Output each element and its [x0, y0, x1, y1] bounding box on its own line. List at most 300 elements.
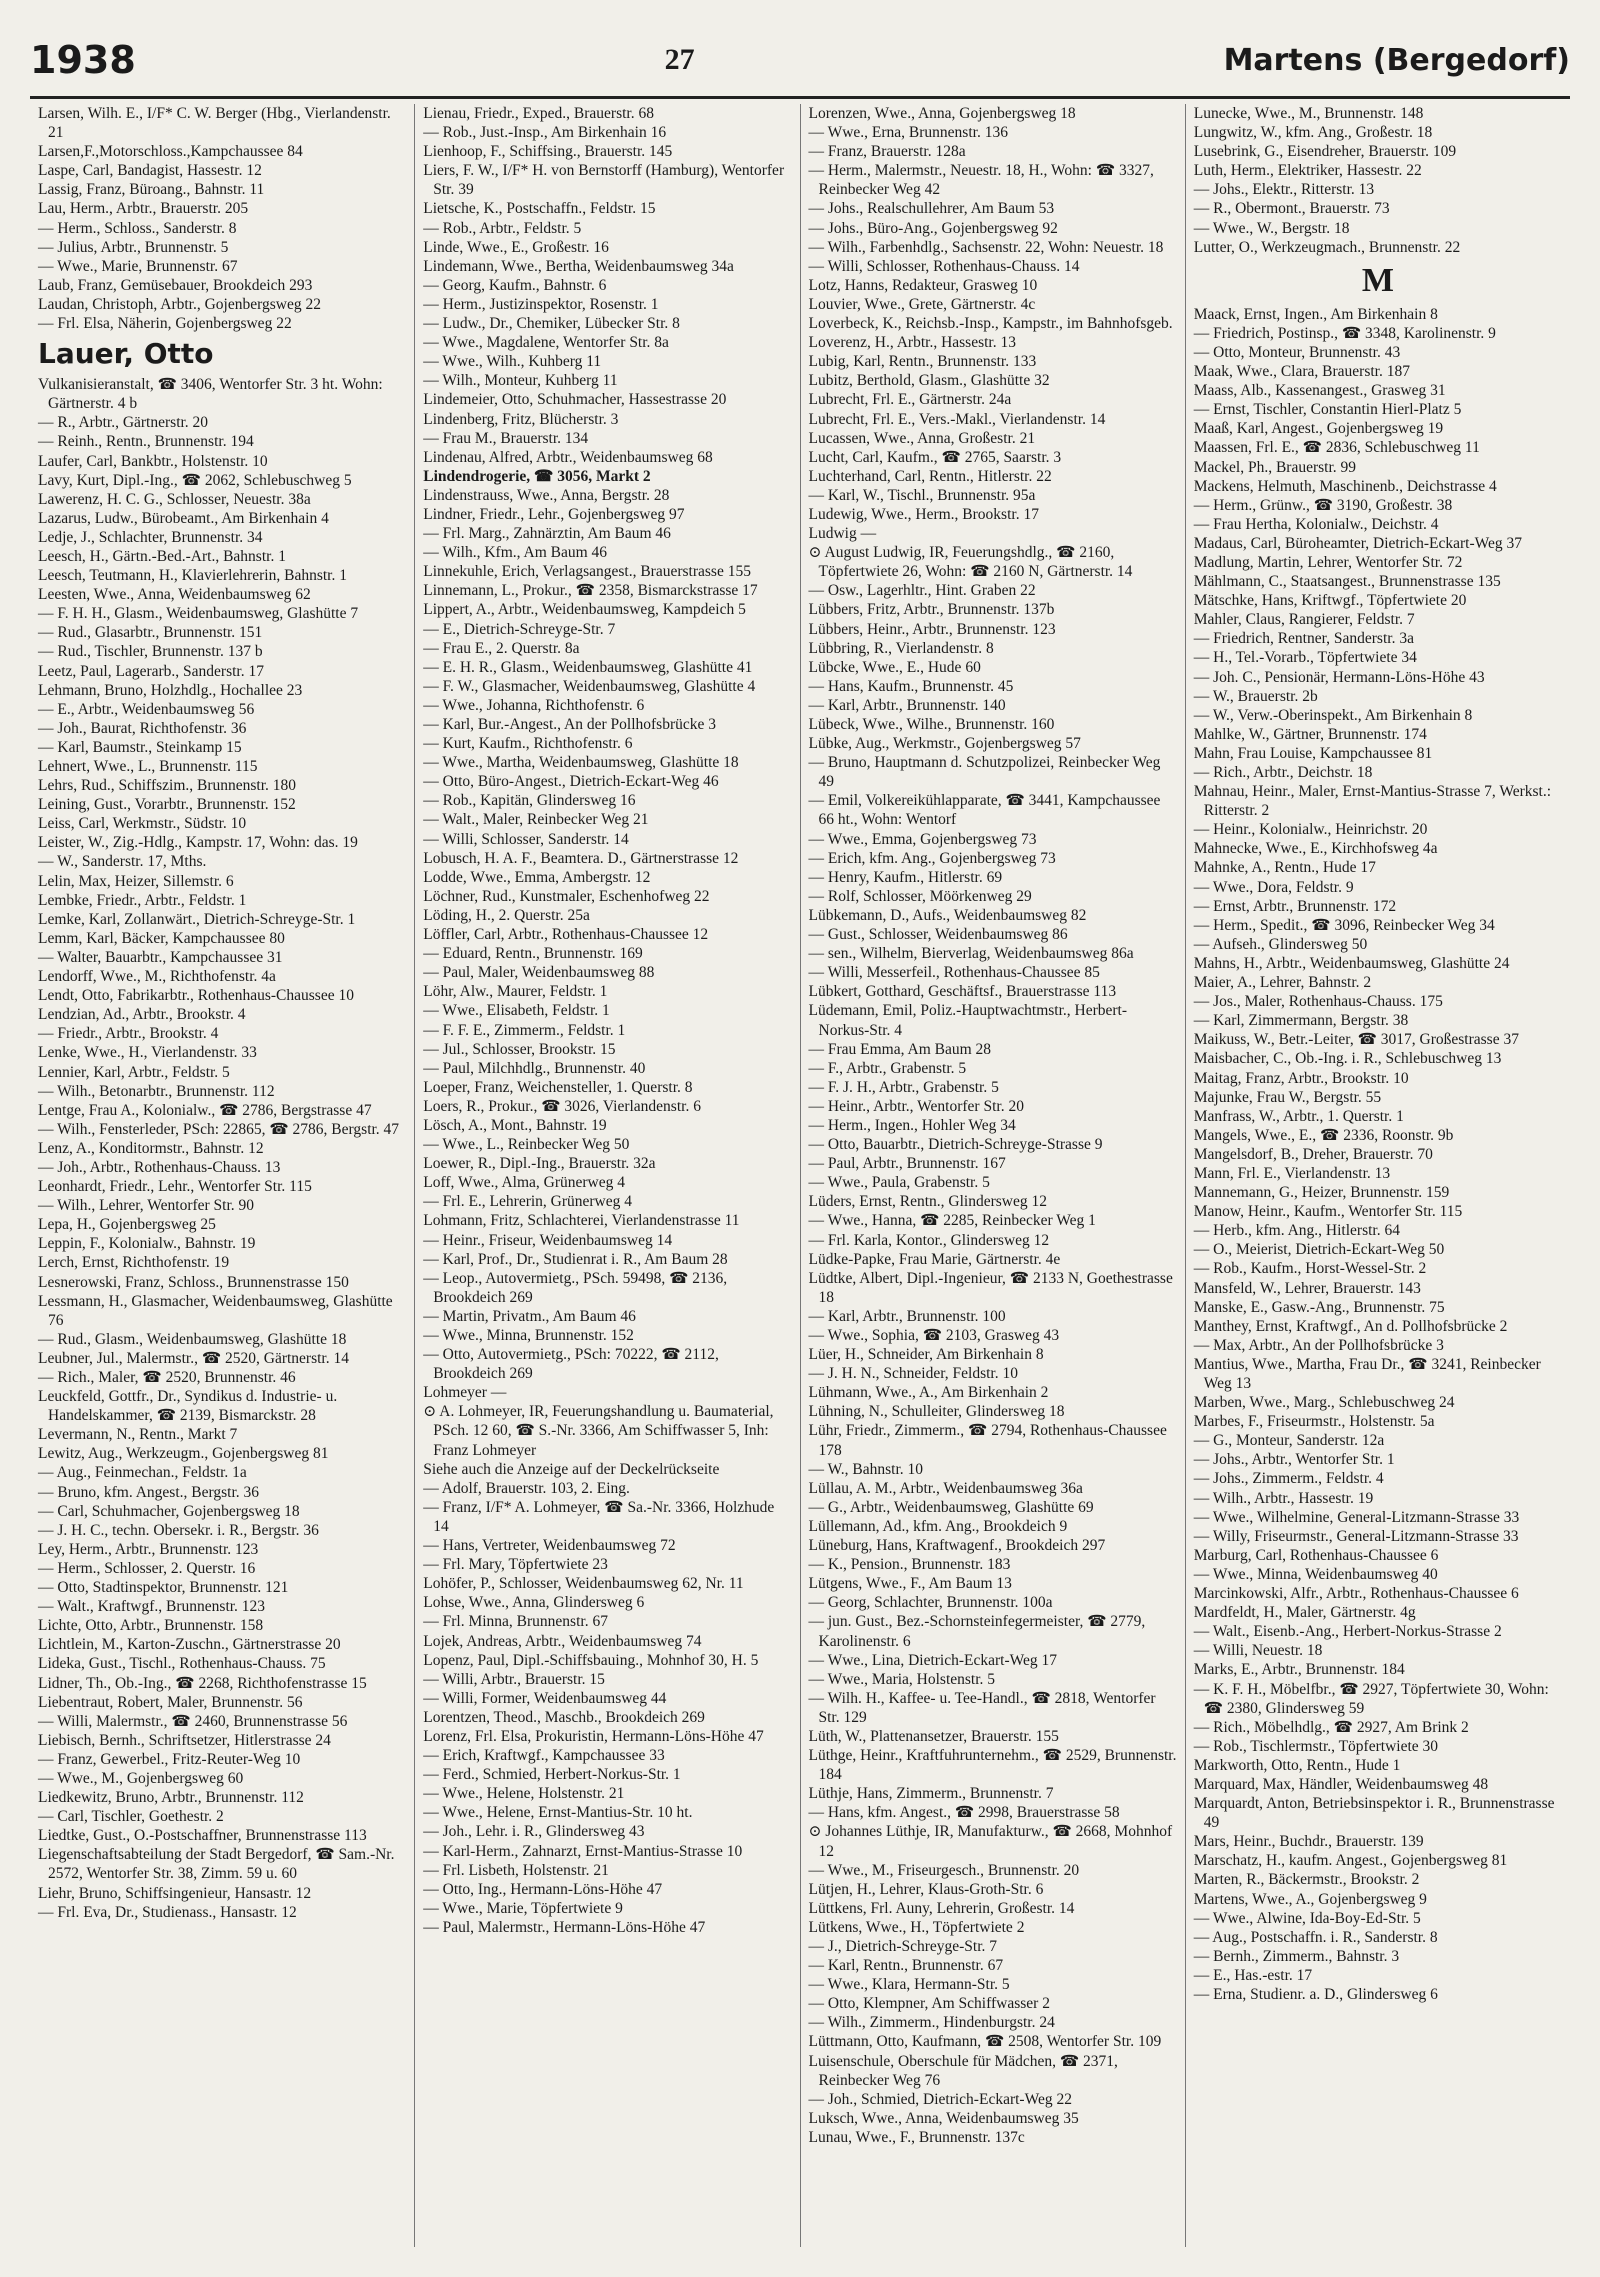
directory-entry: Lideka, Gust., Tischl., Rothenhaus-Chauss. 75 [38, 1655, 326, 1673]
directory-column-1 [30, 104, 415, 2247]
directory-entry: Leesch, H., Gärtn.-Bed.-Art., Bahnstr. 1 [38, 547, 286, 565]
directory-entry: Lopenz, Paul, Dipl.-Schiffsbauing., Mohnhof 30, H. 5 [423, 1651, 759, 1669]
directory-entry: — Carl, Schuhmacher, Gojenbergsweg 18 [38, 1502, 300, 1520]
directory-entry: Lübkert, Gotthard, Geschäftsf., Brauerstrasse 113 [808, 983, 1117, 1001]
directory-entry: — Erich, Kraftwgf., Kampchaussee 33 [423, 1747, 665, 1765]
directory-entry: Liegenschaftsabteilung der Stadt Bergedorf, ☎ Sam.-Nr. 2572, Wentorfer Str. 38, Zimm. 59 u. 60 [38, 1846, 395, 1883]
directory-entry: Lindenstrauss, Wwe., Anna, Bergstr. 28 [423, 486, 670, 504]
directory-entry: Lucassen, Wwe., Anna, Großestr. 21 [808, 429, 1036, 447]
directory-entry: Lindemeier, Otto, Schuhmacher, Hassestrasse 20 [423, 391, 727, 409]
directory-column-2 [415, 104, 800, 2247]
directory-entry: Maitag, Franz, Arbtr., Brookstr. 10 [1193, 1069, 1409, 1087]
directory-entry: — Rob., Kapitän, Glindersweg 16 [423, 792, 636, 810]
directory-entry: Lütkens, Wwe., H., Töpfertwiete 2 [808, 1918, 1025, 1936]
directory-entry: Maisbacher, C., Ob.-Ing. i. R., Schlebuschweg 13 [1193, 1050, 1502, 1068]
directory-entry: — Frl. Lisbeth, Holstenstr. 21 [423, 1861, 609, 1879]
directory-entry: Lubrecht, Frl. E., Vers.-Makl., Vierlandenstr. 14 [808, 410, 1106, 428]
directory-entry: Lüllau, A. M., Arbtr., Weidenbaumsweg 36a [808, 1479, 1083, 1497]
directory-entry: Lüneburg, Hans, Kraftwagenf., Brookdeich 297 [808, 1537, 1106, 1555]
directory-entry: — Wilh., Kfm., Am Baum 46 [423, 544, 608, 562]
directory-entry: — Wwe., Hanna, ☎ 2285, Reinbecker Weg 1 [808, 1212, 1096, 1230]
directory-entry: Lindner, Friedr., Lehr., Gojenbergsweg 97 [423, 505, 685, 523]
directory-entry: — Joh., Arbtr., Rothenhaus-Chauss. 13 [38, 1158, 281, 1176]
directory-entry: — E., Has.-estr. 17 [1193, 1966, 1313, 1984]
directory-entry: Lüthje, Hans, Zimmerm., Brunnenstr. 7 [808, 1785, 1054, 1803]
directory-entry: — K. F. H., Möbelfbr., ☎ 2927, Töpfertwiete 30, Wohn: ☎ 2380, Glindersweg 59 [1193, 1680, 1549, 1717]
directory-entry: Lemke, Karl, Zollanwärt., Dietrich-Schreyge-Str. 1 [38, 910, 356, 928]
directory-entry: — Rud., Tischler, Brunnenstr. 137 b [38, 643, 263, 661]
directory-entry: — Max, Arbtr., An der Pollhofsbrücke 3 [1193, 1336, 1444, 1354]
directory-entry: Lüdke-Papke, Frau Marie, Gärtnerstr. 4e [808, 1250, 1061, 1268]
directory-entry: — Paul, Maler, Weidenbaumsweg 88 [423, 964, 655, 982]
directory-entry: Lotz, Hanns, Redakteur, Grasweg 10 [808, 276, 1038, 294]
directory-entry: — Wwe., Minna, Weidenbaumsweg 40 [1193, 1565, 1438, 1583]
directory-entry: Liedtke, Gust., O.-Postschaffner, Brunnenstrasse 113 [38, 1827, 367, 1845]
directory-entry: — Osw., Lagerhltr., Hint. Graben 22 [808, 582, 1036, 600]
directory-entry: — Joh., Baurat, Richthofenstr. 36 [38, 719, 247, 737]
directory-entry: — Rob., Just.-Insp., Am Birkenhain 16 [423, 124, 667, 142]
directory-entry: — Johs., Zimmerm., Feldstr. 4 [1193, 1470, 1384, 1488]
directory-entry: — Herm., Grünw., ☎ 3190, Großestr. 38 [1193, 496, 1453, 514]
directory-entry: Lienhoop, F., Schiffsing., Brauerstr. 145 [423, 143, 673, 161]
directory-entry: — Wwe., Marie, Töpfertwiete 9 [423, 1899, 623, 1917]
directory-entry: Larsen,F.,Motorschloss.,Kampchaussee 84 [38, 143, 303, 161]
directory-entry: — sen., Wilhelm, Bierverlag, Weidenbaumsweg 86a [808, 945, 1134, 963]
directory-entry: Laufer, Carl, Bankbtr., Holstenstr. 10 [38, 452, 268, 470]
directory-entry: Manthey, Ernst, Kraftwgf., An d. Pollhofsbrücke 2 [1193, 1317, 1508, 1335]
directory-entry: Lübbers, Heinr., Arbtr., Brunnenstr. 123 [808, 620, 1056, 638]
directory-entry: — Wwe., Sophia, ☎ 2103, Grasweg 43 [808, 1327, 1060, 1344]
directory-entry: — Heinr., Arbtr., Wentorfer Str. 20 [808, 1097, 1024, 1115]
directory-entry: Lindenau, Alfred, Arbtr., Weidenbaumsweg 68 [423, 448, 713, 466]
directory-entry: Mahler, Claus, Rangierer, Feldstr. 7 [1193, 611, 1415, 629]
directory-entry: Leiss, Carl, Werkmstr., Südstr. 10 [38, 815, 247, 833]
directory-entry: — Gust., Schlosser, Weidenbaumsweg 86 [808, 926, 1068, 944]
directory-entry: — Wwe., Erna, Brunnenstr. 136 [808, 124, 1008, 142]
directory-entry: Loff, Wwe., Alma, Grünerweg 4 [423, 1174, 625, 1192]
directory-entry: Lucht, Carl, Kaufm., ☎ 2765, Saarstr. 3 [808, 448, 1062, 466]
directory-entry: — J. H. N., Schneider, Feldstr. 10 [808, 1365, 1018, 1383]
directory-entry: Mählmann, C., Staatsangest., Brunnenstrasse 135 [1193, 573, 1501, 591]
directory-entry: Lehnert, Wwe., L., Brunnenstr. 115 [38, 758, 258, 775]
directory-entry: — Reinh., Rentn., Brunnenstr. 194 [38, 433, 254, 451]
directory-entry: — Wilh., Arbtr., Hassestr. 19 [1193, 1489, 1374, 1507]
directory-entry: — Ferd., Schmied, Herbert-Norkus-Str. 1 [423, 1766, 681, 1784]
directory-entry: Lau, Herm., Arbtr., Brauerstr. 205 [38, 200, 249, 218]
directory-entry: — Aufseh., Glindersweg 50 [1193, 935, 1368, 953]
directory-entry: — Joh., Schmied, Dietrich-Eckart-Weg 22 [808, 2090, 1072, 2108]
directory-entry: Lenke, Wwe., H., Vierlandenstr. 33 [38, 1044, 257, 1062]
directory-entry: Luchterhand, Carl, Rentn., Hitlerstr. 22 [808, 467, 1052, 485]
directory-entry: Loverbeck, K., Reichsb.-Insp., Kampstr., im Bahnhofsgeb. [808, 315, 1173, 333]
directory-entry: Majunke, Frau W., Bergstr. 55 [1193, 1088, 1382, 1106]
directory-entry: Lübbers, Fritz, Arbtr., Brunnenstr. 137b [808, 601, 1055, 619]
directory-entry: — Herm., Malermstr., Neuestr. 18, H., Wohn: ☎ 3327, Reinbecker Weg 42 [808, 162, 1154, 199]
directory-entry: — Wwe., M., Gojenbergsweg 60 [38, 1769, 244, 1787]
directory-entry: — W., Sanderstr. 17, Mths. [38, 853, 207, 871]
directory-entry: — Julius, Arbtr., Brunnenstr. 5 [38, 238, 229, 256]
directory-entry: — Wwe., Elisabeth, Feldstr. 1 [423, 1002, 610, 1020]
directory-entry: — J. H. C., techn. Obersekr. i. R., Bergstr. 36 [38, 1521, 319, 1539]
directory-entry: — Wwe., M., Friseurgesch., Brunnenstr. 20 [808, 1861, 1080, 1879]
directory-entry: Larsen, Wilh. E., I/F* C. W. Berger (Hbg., Vierlandenstr. 21 [38, 105, 391, 142]
directory-entry: Lubrecht, Frl. E., Gärtnerstr. 24a [808, 391, 1012, 409]
directory-entry: — Jul., Schlosser, Brookstr. 15 [423, 1040, 616, 1058]
directory-entry: — Otto, Monteur, Brunnenstr. 43 [1193, 343, 1401, 361]
directory-entry: — R., Obermont., Brauerstr. 73 [1193, 200, 1390, 218]
directory-entry: Lohöfer, P., Schlosser, Weidenbaumsweg 62, Nr. 11 [423, 1575, 744, 1593]
directory-entry: — Aug., Postschaffn. i. R., Sanderstr. 8 [1193, 1928, 1438, 1946]
directory-entry: Manske, E., Gasw.-Ang., Brunnenstr. 75 [1193, 1298, 1445, 1316]
directory-entry: Lübke, Aug., Werkmstr., Gojenbergsweg 57 [808, 735, 1081, 753]
directory-entry: Luksch, Wwe., Anna, Weidenbaumsweg 35 [808, 2109, 1079, 2127]
directory-entry: — Walter, Bauarbtr., Kampchaussee 31 [38, 948, 283, 966]
directory-entry: — Joh., Lehr. i. R., Glindersweg 43 [423, 1823, 645, 1841]
directory-entry: Lüdtke, Albert, Dipl.-Ingenieur, ☎ 2133 N, Goethestrasse 18 [808, 1269, 1173, 1306]
directory-entry: — Karl, Baumstr., Steinkamp 15 [38, 738, 242, 756]
directory-entry: — W., Verw.-Oberinspekt., Am Birkenhain 8 [1193, 706, 1473, 724]
directory-entry: — Rich., Arbtr., Deichstr. 18 [1193, 764, 1373, 781]
directory-entry: Levermann, N., Rentn., Markt 7 [38, 1426, 238, 1444]
directory-entry: Lodde, Wwe., Emma, Ambergstr. 12 [423, 868, 651, 886]
directory-entry: Vulkanisieranstalt, ☎ 3406, Wentorfer Str. 3 ht. Wohn: Gärtnerstr. 4 b [38, 376, 383, 413]
directory-entry: — Willi, Schlosser, Sanderstr. 14 [423, 830, 629, 848]
directory-entry: — Wwe., Wilhelmine, General-Litzmann-Strasse 33 [1193, 1508, 1520, 1526]
directory-entry: — G., Arbtr., Weidenbaumsweg, Glashütte 69 [808, 1498, 1094, 1516]
directory-entry: Lübcke, Wwe., E., Hude 60 [808, 658, 981, 676]
directory-entry: Lindenberg, Fritz, Blücherstr. 3 [423, 410, 619, 428]
directory-entry: Louvier, Wwe., Grete, Gärtnerstr. 4c [808, 295, 1036, 313]
directory-entry: Lohmeyer — [423, 1384, 507, 1402]
directory-entry: Leesch, Teutmann, H., Klavierlehrerin, Bahnstr. 1 [38, 567, 347, 585]
directory-entry: Lohse, Wwe., Anna, Glindersweg 6 [423, 1594, 645, 1612]
directory-entry: Lösch, A., Mont., Bahnstr. 19 [423, 1116, 607, 1134]
directory-entry: ⊙ August Ludwig, IR, Feuerungshdlg., ☎ 2160, Töpfertwiete 26, Wohn: ☎ 2160 N, Gärtnerstr. 14 [808, 544, 1133, 581]
directory-entry: — Johs., Büro-Ang., Gojenbergsweg 92 [808, 219, 1058, 237]
directory-entry: Lewitz, Aug., Werkzeugm., Gojenbergsweg 81 [38, 1445, 329, 1463]
directory-entry: — Carl, Tischler, Goethestr. 2 [38, 1808, 224, 1826]
directory-entry: Mangelsdorf, B., Dreher, Brauerstr. 70 [1193, 1145, 1433, 1163]
directory-entry: Marben, Wwe., Marg., Schlebuschweg 24 [1193, 1394, 1455, 1412]
directory-entry: Martens, Wwe., A., Gojenbergsweg 9 [1193, 1890, 1427, 1908]
page-range-heading: Martens (Bergedorf) [1223, 42, 1570, 78]
directory-entry: — Frl. Eva, Dr., Studienass., Hansastr. 12 [38, 1903, 297, 1921]
directory-entry: — Wwe., Klara, Hermann-Str. 5 [808, 1976, 1010, 1994]
directory-entry: Lojek, Andreas, Arbtr., Weidenbaumsweg 74 [423, 1632, 702, 1650]
directory-entry: — Aug., Feinmechan., Feldstr. 1a [38, 1464, 247, 1482]
directory-entry: Leister, W., Zig.-Hdlg., Kampstr. 17, Wohn: das. 19 [38, 834, 358, 852]
directory-entry: — Wwe., Helene, Holstenstr. 21 [423, 1785, 625, 1803]
directory-entry: Marburg, Carl, Rothenhaus-Chaussee 6 [1193, 1546, 1439, 1564]
directory-entry: Lüllemann, Ad., kfm. Ang., Brookdeich 9 [808, 1517, 1068, 1535]
directory-entry: — Frau Hertha, Kolonialw., Deichstr. 4 [1193, 515, 1439, 533]
directory-entry: — Wilh., Zimmerm., Hindenburgstr. 24 [808, 2014, 1055, 2032]
directory-entry: — Wwe., Maria, Holstenstr. 5 [808, 1670, 996, 1688]
directory-entry: — Erich, kfm. Ang., Gojenbergsweg 73 [808, 849, 1056, 867]
directory-entry: Lobusch, H. A. F., Beamtera. D., Gärtnerstrasse 12 [423, 849, 739, 867]
directory-entry: — Walt., Eisenb.-Ang., Herbert-Norkus-Strasse 2 [1193, 1623, 1502, 1641]
directory-entry: — Herm., Ingen., Hohler Weg 34 [808, 1116, 1016, 1134]
directory-entry: — E. H. R., Glasm., Weidenbaumsweg, Glashütte 41 [423, 658, 753, 676]
directory-entry: Löding, H., 2. Querstr. 25a [423, 906, 590, 924]
page-year: 1938 [30, 38, 136, 82]
directory-entry: Lohmann, Fritz, Schlachterei, Vierlandenstrasse 11 [423, 1212, 740, 1230]
directory-entry: Marschatz, H., kaufm. Angest., Gojenbergsweg 81 [1193, 1852, 1508, 1870]
directory-entry: Lüer, H., Schneider, Am Birkenhain 8 [808, 1346, 1044, 1364]
directory-entry: — Ernst, Arbtr., Brunnenstr. 172 [1193, 897, 1397, 915]
directory-entry: Mackens, Helmuth, Maschinenb., Deichstrasse 4 [1193, 477, 1497, 495]
directory-entry: — Georg, Schlachter, Brunnenstr. 100a [808, 1594, 1053, 1612]
directory-entry: Lassig, Franz, Büroang., Bahnstr. 11 [38, 181, 265, 199]
directory-entry: — W., Bahnstr. 10 [808, 1460, 924, 1478]
directory-entry: — Martin, Privatm., Am Baum 46 [423, 1307, 636, 1325]
directory-entry: — Karl, Arbtr., Brunnenstr. 140 [808, 696, 1006, 714]
directory-entry: — jun. Gust., Bez.-Schornsteinfegermeister, ☎ 2779, Karolinenstr. 6 [808, 1613, 1146, 1650]
directory-entry: Maaß, Karl, Angest., Gojenbergsweg 19 [1193, 420, 1444, 438]
directory-entry: Lichte, Otto, Arbtr., Brunnenstr. 158 [38, 1617, 264, 1635]
directory-entry: — Wwe., Marie, Brunnenstr. 67 [38, 257, 238, 275]
directory-entry: Liebentraut, Robert, Maler, Brunnenstr. 56 [38, 1693, 303, 1711]
directory-entry: Marquardt, Anton, Betriebsinspektor i. R., Brunnenstrasse 49 [1193, 1795, 1555, 1832]
directory-entry: Lüttmann, Otto, Kaufmann, ☎ 2508, Wentorfer Str. 109 [808, 2033, 1162, 2051]
directory-entry: Lenz, A., Konditormstr., Bahnstr. 12 [38, 1139, 264, 1157]
directory-entry: — Karl, Bur.-Angest., An der Pollhofsbrücke 3 [423, 716, 716, 733]
directory-entry: — O., Meierist, Dietrich-Eckart-Weg 50 [1193, 1241, 1445, 1259]
directory-entry: Mackel, Ph., Brauerstr. 99 [1193, 458, 1357, 476]
directory-entry: Mangels, Wwe., E., ☎ 2336, Roonstr. 9b [1193, 1126, 1454, 1144]
directory-entry: — K., Pension., Brunnenstr. 183 [808, 1556, 1011, 1574]
directory-entry: Lawerenz, H. C. G., Schlosser, Neuestr. 38a [38, 490, 311, 508]
directory-entry: — Otto, Autovermietg., PSch: 70222, ☎ 2112, Brookdeich 269 [423, 1346, 719, 1383]
directory-entry: Mantius, Wwe., Martha, Frau Dr., ☎ 3241, Reinbecker Weg 13 [1193, 1355, 1541, 1392]
directory-entry: Lutter, O., Werkzeugmach., Brunnenstr. 22 [1193, 238, 1461, 256]
directory-entry: Mann, Frl. E., Vierlandenstr. 13 [1193, 1164, 1391, 1182]
directory-entry: Mars, Heinr., Buchdr., Brauerstr. 139 [1193, 1833, 1424, 1851]
directory-entry: — Karl, Rentn., Brunnenstr. 67 [808, 1957, 1004, 1975]
directory-entry: — Willi, Messerfeil., Rothenhaus-Chaussee 85 [808, 964, 1100, 982]
directory-entry: Markworth, Otto, Rentn., Hude 1 [1193, 1756, 1401, 1774]
directory-entry: — Johs., Realschullehrer, Am Baum 53 [808, 200, 1055, 218]
directory-entry: Maass, Alb., Kassenangest., Grasweg 31 [1193, 382, 1446, 400]
directory-entry: Linnemann, L., Prokur., ☎ 2358, Bismarckstrasse 17 [423, 582, 758, 600]
directory-entry: — Wilh., Farbenhdlg., Sachsenstr. 22, Wohn: Neuestr. 18 [808, 238, 1164, 256]
directory-entry: — Frl. Mary, Töpfertwiete 23 [423, 1556, 608, 1574]
directory-entry: — Wilh. H., Kaffee- u. Tee-Handl., ☎ 2818, Wentorfer Str. 129 [808, 1689, 1156, 1726]
directory-entry: Lusebrink, G., Eisendreher, Brauerstr. 109 [1193, 143, 1457, 161]
directory-entry: — W., Brauerstr. 2b [1193, 687, 1318, 705]
directory-entry: — F. J. H., Arbtr., Grabenstr. 5 [808, 1078, 999, 1096]
directory-entry: — Kurt, Kaufm., Richthofenstr. 6 [423, 735, 633, 753]
directory-entry: — Friedrich, Rentner, Sanderstr. 3a [1193, 630, 1414, 648]
directory-entry: Mardfeldt, H., Maler, Gärtnerstr. 4g [1193, 1604, 1416, 1622]
directory-entry: Loeper, Franz, Weichensteller, 1. Querstr. 8 [423, 1078, 693, 1096]
directory-entry: — Herm., Spedit., ☎ 3096, Reinbecker Weg 34 [1193, 916, 1495, 934]
directory-entry: Lietsche, K., Postschaffn., Feldstr. 15 [423, 200, 656, 218]
directory-entry: Leubner, Jul., Malermstr., ☎ 2520, Gärtnerstr. 14 [38, 1349, 349, 1367]
directory-entry: — Johs., Elektr., Ritterstr. 13 [1193, 181, 1375, 199]
directory-entry: Lehrs, Rud., Schiffszim., Brunnenstr. 180 [38, 777, 297, 795]
directory-entry: Lepa, H., Gojenbergsweg 25 [38, 1216, 216, 1234]
directory-entry: — Wwe., Dora, Feldstr. 9 [1193, 878, 1354, 896]
directory-entry: — Willi, Arbtr., Brauerstr. 15 [423, 1670, 605, 1688]
directory-entry: — Hans, kfm. Angest., ☎ 2998, Brauerstrasse 58 [808, 1804, 1120, 1822]
directory-entry: — Frl. Marg., Zahnärztin, Am Baum 46 [423, 525, 671, 543]
directory-entry: — Hans, Vertreter, Weidenbaumsweg 72 [423, 1537, 676, 1555]
directory-entry: Lendzian, Ad., Arbtr., Brookstr. 4 [38, 1006, 246, 1024]
directory-entry: — Heinr., Friseur, Weidenbaumsweg 14 [423, 1231, 673, 1249]
directory-entry: Lindendrogerie, ☎ 3056, Markt 2 [423, 467, 651, 485]
directory-entry: Lauer, Otto [38, 337, 214, 371]
directory-entry: Lehmann, Bruno, Holzhdlg., Hochallee 23 [38, 681, 303, 699]
directory-entry: — Ludw., Dr., Chemiker, Lübecker Str. 8 [423, 315, 680, 333]
directory-entry: — Eduard, Rentn., Brunnenstr. 169 [423, 945, 643, 963]
directory-entry: Lungwitz, W., kfm. Ang., Großestr. 18 [1193, 124, 1433, 142]
directory-entry: — Rich., Möbelhdlg., ☎ 2927, Am Brink 2 [1193, 1718, 1469, 1736]
directory-entry: Lembke, Friedr., Arbtr., Feldstr. 1 [38, 891, 247, 909]
directory-entry: Leetz, Paul, Lagerarb., Sanderstr. 17 [38, 662, 264, 680]
directory-entry: — Paul, Arbtr., Brunnenstr. 167 [808, 1155, 1006, 1173]
directory-entry: — Franz, Brauerstr. 128a [808, 143, 966, 161]
directory-entry: Lazarus, Ludw., Bürobeamt., Am Birkenhain 4 [38, 509, 329, 527]
directory-entry: Maikuss, W., Betr.-Leiter, ☎ 3017, Großestrasse 37 [1193, 1031, 1519, 1049]
directory-entry: — Karl-Herm., Zahnarzt, Ernst-Mantius-Strasse 10 [423, 1842, 743, 1860]
directory-entry: Lelin, Max, Heizer, Sillemstr. 6 [38, 872, 234, 890]
directory-entry: Madlung, Martin, Lehrer, Wentorfer Str. 72 [1193, 553, 1463, 571]
directory-entry: Lidner, Th., Ob.-Ing., ☎ 2268, Richthofenstrasse 15 [38, 1674, 367, 1692]
directory-entry: — Willi, Former, Weidenbaumsweg 44 [423, 1689, 667, 1707]
directory-entry: — Rud., Glasm., Weidenbaumsweg, Glashütte 18 [38, 1330, 347, 1348]
directory-entry: Lunau, Wwe., F., Brunnenstr. 137c [808, 2128, 1025, 2146]
directory-entry: Lorentzen, Theod., Maschb., Brookdeich 269 [423, 1708, 705, 1726]
directory-entry: Lendt, Otto, Fabrikarbtr., Rothenhaus-Chaussee 10 [38, 987, 354, 1005]
directory-columns [30, 104, 1570, 2247]
directory-entry: Leonhardt, Friedr., Lehr., Wentorfer Str. 115 [38, 1178, 312, 1196]
directory-entry: Löhr, Alw., Maurer, Feldstr. 1 [423, 983, 608, 1001]
directory-entry: — Willi, Neuestr. 18 [1193, 1642, 1323, 1660]
directory-entry: — Johs., Arbtr., Wentorfer Str. 1 [1193, 1451, 1395, 1469]
directory-entry: Maier, A., Lehrer, Bahnstr. 2 [1193, 974, 1372, 992]
directory-entry: Lindemann, Wwe., Bertha, Weidenbaumsweg 34a [423, 257, 734, 275]
directory-entry: Luth, Herm., Elektriker, Hassestr. 22 [1193, 162, 1422, 180]
directory-entry: — F. W., Glasmacher, Weidenbaumsweg, Glashütte 4 [423, 677, 756, 695]
directory-entry: Lütjen, H., Lehrer, Klaus-Groth-Str. 6 [808, 1880, 1044, 1898]
directory-entry: Lerch, Ernst, Richthofenstr. 19 [38, 1254, 230, 1272]
directory-entry: Mätschke, Hans, Kriftwgf., Töpfertwiete 20 [1193, 592, 1467, 610]
directory-entry: Mahnau, Heinr., Maler, Ernst-Mantius-Strasse 7, Werkst.: Ritterstr. 2 [1193, 783, 1552, 820]
directory-entry: — Otto, Stadtinspektor, Brunnenstr. 121 [38, 1579, 289, 1597]
directory-entry: Lühr, Friedr., Zimmerm., ☎ 2794, Rothenhaus-Chaussee 178 [808, 1422, 1167, 1459]
directory-entry: Lühning, N., Schulleiter, Glindersweg 18 [808, 1403, 1065, 1421]
directory-entry: — Herm., Schlosser, 2. Querstr. 16 [38, 1559, 256, 1577]
directory-entry: — E., Arbtr., Weidenbaumsweg 56 [38, 700, 255, 718]
directory-entry: — Herm., Justizinspektor, Rosenstr. 1 [423, 295, 659, 313]
directory-entry: Löchner, Rud., Kunstmaler, Eschenhofweg 22 [423, 887, 710, 905]
directory-entry: — Willi, Malermstr., ☎ 2460, Brunnenstrasse 56 [38, 1712, 348, 1730]
directory-entry: — Rich., Maler, ☎ 2520, Brunnenstr. 46 [38, 1369, 296, 1386]
directory-entry: — Wwe., Paula, Grabenstr. 5 [808, 1174, 990, 1192]
directory-entry: — Karl, Arbtr., Brunnenstr. 100 [808, 1307, 1006, 1325]
directory-entry: — Wilh., Lehrer, Wentorfer Str. 90 [38, 1197, 255, 1215]
directory-entry: — Otto, Büro-Angest., Dietrich-Eckart-Weg 46 [423, 773, 719, 791]
directory-entry: Lübeck, Wwe., Wilhe., Brunnenstr. 160 [808, 716, 1055, 733]
directory-entry: — Otto, Ing., Hermann-Löns-Höhe 47 [423, 1880, 663, 1898]
directory-entry: M [1361, 261, 1394, 299]
directory-entry: Loers, R., Prokur., ☎ 3026, Vierlandenstr. 6 [423, 1097, 701, 1115]
header-rule [30, 96, 1570, 99]
directory-entry: — Karl, W., Tischl., Brunnenstr. 95a [808, 486, 1036, 504]
directory-entry: Lüth, W., Plattenansetzer, Brauerstr. 155 [808, 1727, 1059, 1745]
directory-entry: Manfrass, W., Arbtr., 1. Querstr. 1 [1193, 1107, 1404, 1125]
directory-entry: Mannemann, G., Heizer, Brunnenstr. 159 [1193, 1184, 1450, 1202]
directory-entry: Lütgens, Wwe., F., Am Baum 13 [808, 1575, 1012, 1593]
directory-entry: Lübbring, R., Vierlandenstr. 8 [808, 639, 994, 657]
directory-entry: Laspe, Carl, Bandagist, Hassestr. 12 [38, 162, 262, 180]
directory-entry: — Jos., Maler, Rothenhaus-Chauss. 175 [1193, 993, 1443, 1011]
directory-entry: — Herb., kfm. Ang., Hitlerstr. 64 [1193, 1222, 1400, 1240]
directory-entry: Lorenzen, Wwe., Anna, Gojenbergsweg 18 [808, 105, 1076, 122]
directory-entry: — Friedrich, Postinsp., ☎ 3348, Karolinenstr. 9 [1193, 324, 1496, 342]
directory-entry: Manow, Heinr., Kaufm., Wentorfer Str. 115 [1193, 1203, 1463, 1221]
directory-entry: — Frl. Elsa, Näherin, Gojenbergsweg 22 [38, 315, 292, 333]
directory-entry: Lüdemann, Emil, Poliz.-Hauptwachtmstr., Herbert-Norkus-Str. 4 [808, 1002, 1128, 1039]
directory-entry: Lubitz, Berthold, Glasm., Glashütte 32 [808, 372, 1050, 390]
directory-entry: — Otto, Bauarbtr., Dietrich-Schreyge-Strasse 9 [808, 1136, 1103, 1154]
directory-entry: — Wilh., Betonarbtr., Brunnenstr. 112 [38, 1082, 275, 1100]
directory-entry: Marcinkowski, Alfr., Arbtr., Rothenhaus-Chaussee 6 [1193, 1585, 1519, 1603]
directory-entry: — Wwe., Alwine, Ida-Boy-Ed-Str. 5 [1193, 1909, 1421, 1927]
directory-entry: — Rob., Tischlermstr., Töpfertwiete 30 [1193, 1737, 1439, 1755]
directory-entry: — Rob., Kaufm., Horst-Wessel-Str. 2 [1193, 1260, 1427, 1278]
directory-entry: — Frau M., Brauerstr. 134 [423, 429, 589, 447]
directory-entry: — Walt., Kraftwgf., Brunnenstr. 123 [38, 1598, 266, 1616]
directory-entry: — Rud., Glasarbtr., Brunnenstr. 151 [38, 624, 263, 642]
directory-entry: Siehe auch die Anzeige auf der Deckelrückseite [423, 1460, 720, 1478]
directory-entry: — Willi, Schlosser, Rothenhaus-Chauss. 14 [808, 257, 1080, 275]
directory-entry: Maassen, Frl. E., ☎ 2836, Schlebuschweg 11 [1193, 439, 1480, 457]
directory-entry: Lavy, Kurt, Dipl.-Ing., ☎ 2062, Schlebuschweg 5 [38, 471, 352, 489]
directory-entry: Mahns, H., Arbtr., Weidenbaumsweg, Glashütte 24 [1193, 954, 1510, 972]
directory-entry: Leuckfeld, Gottfr., Dr., Syndikus d. Industrie- u. Handelskammer, ☎ 2139, Bismarckstr. 28 [38, 1388, 338, 1425]
directory-entry: — Franz, Gewerbel., Fritz-Reuter-Weg 10 [38, 1750, 301, 1768]
directory-entry: — Wwe., Martha, Weidenbaumsweg, Glashütte 18 [423, 754, 739, 772]
directory-entry: — R., Arbtr., Gärtnerstr. 20 [38, 414, 209, 432]
directory-entry: — Wwe., Minna, Brunnenstr. 152 [423, 1327, 634, 1344]
directory-entry: — Emil, Volkereikühlapparate, ☎ 3441, Kampchaussee 66 ht., Wohn: Wentorf [808, 792, 1161, 829]
directory-entry: Lesnerowski, Franz, Schloss., Brunnenstrasse 150 [38, 1273, 349, 1291]
directory-entry: — Herm., Schloss., Sanderstr. 8 [38, 219, 237, 237]
directory-entry: — Wwe., Emma, Gojenbergsweg 73 [808, 830, 1037, 848]
directory-entry: Luisenschule, Oberschule für Mädchen, ☎ 2371, Reinbecker Weg 76 [808, 2052, 1118, 2089]
directory-entry: — Wwe., L., Reinbecker Weg 50 [423, 1136, 630, 1154]
directory-entry: Ludewig, Wwe., Herm., Brookstr. 17 [808, 505, 1039, 523]
directory-entry: — F., Arbtr., Grabenstr. 5 [808, 1059, 967, 1077]
directory-entry: Leining, Gust., Vorarbtr., Brunnenstr. 152 [38, 796, 296, 814]
directory-entry: Ledje, J., Schlachter, Brunnenstr. 34 [38, 528, 263, 546]
directory-entry: — Paul, Milchhdlg., Brunnenstr. 40 [423, 1059, 646, 1077]
directory-entry: — Wwe., Helene, Ernst-Mantius-Str. 10 ht. [423, 1804, 693, 1822]
directory-entry: — Henry, Kaufm., Hitlerstr. 69 [808, 868, 1003, 886]
directory-entry: Lessmann, H., Glasmacher, Weidenbaumsweg, Glashütte 76 [38, 1292, 393, 1329]
directory-entry: — Friedr., Arbtr., Brookstr. 4 [38, 1025, 219, 1043]
page-number: 27 [664, 43, 695, 76]
directory-entry: Lüttkens, Frl. Auny, Lehrerin, Großestr. 14 [808, 1899, 1075, 1917]
directory-entry: Mahn, Frau Louise, Kampchaussee 81 [1193, 744, 1433, 762]
directory-entry: — Walt., Maler, Reinbecker Weg 21 [423, 811, 649, 829]
directory-entry: Lendorff, Wwe., M., Richthofenstr. 4a [38, 968, 276, 986]
directory-entry: — Willy, Friseurmstr., General-Litzmann-Strasse 33 [1193, 1527, 1519, 1545]
directory-entry: — Adolf, Brauerstr. 103, 2. Eing. [423, 1479, 630, 1497]
directory-entry: — Joh. C., Pensionär, Hermann-Löns-Höhe 43 [1193, 668, 1485, 686]
